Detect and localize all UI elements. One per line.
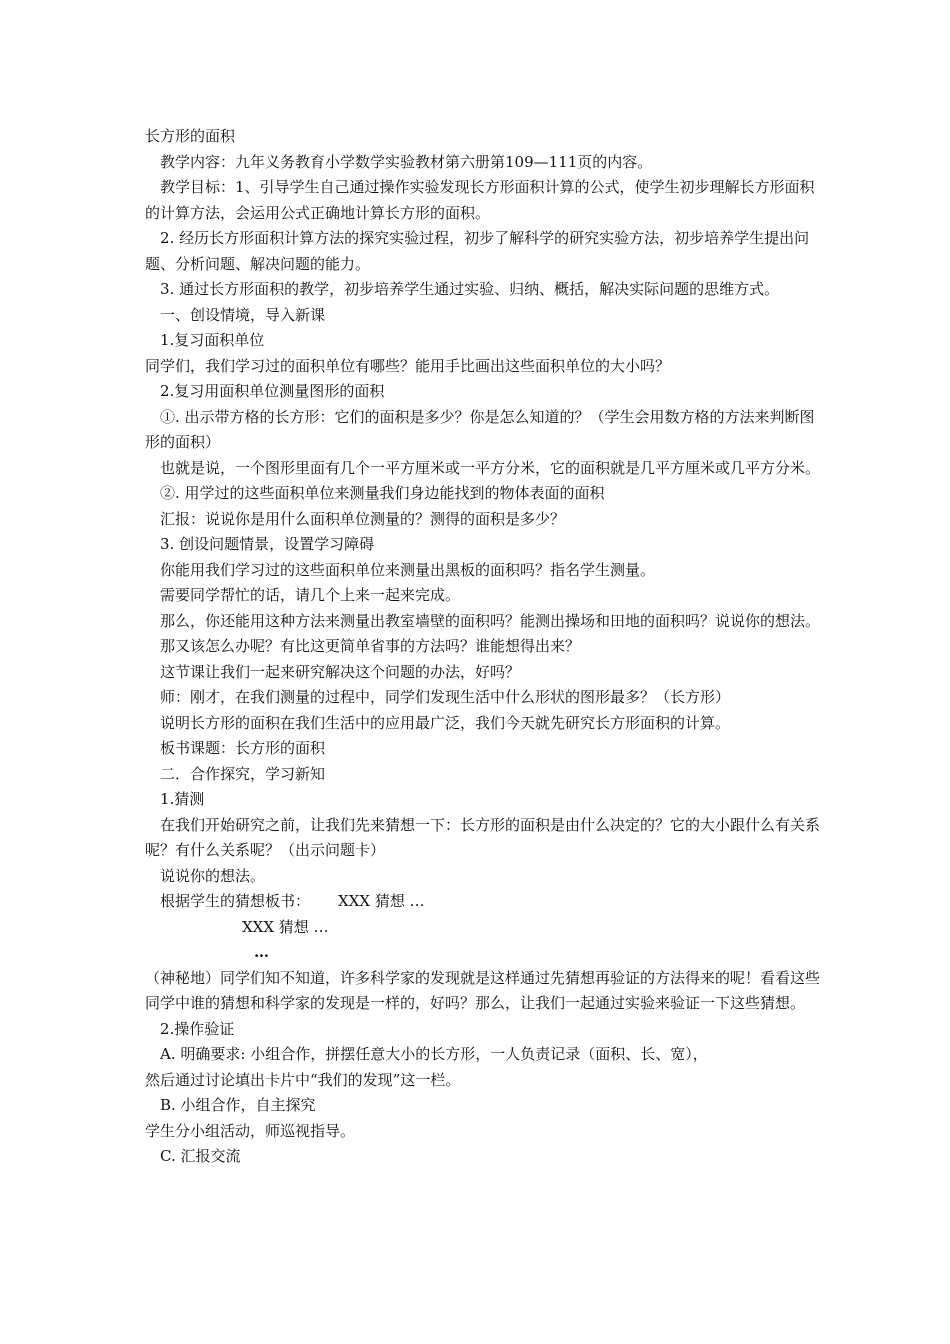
document-body-part2 [145,966,825,1170]
paragraph-s1_2: 2.复习用面积单位测量图形的面积 [160,382,385,400]
paragraph-s1_3a: 你能用我们学习过的这些面积单位来测量出黑板的面积吗？指名学生测量。 [160,560,656,579]
paragraph-s1_2b: 也就是说，一个图形里面有几个一平方厘米或一平方分米，它的面积就是几平方厘米或几平方分米。 [160,458,821,477]
guess-line-1 [145,889,825,915]
guess-line-3: … [254,943,269,961]
paragraph-s1_3f: 师：刚才，在我们测量的过程中，同学们发现生活中什么形状的图形最多？（长方形） [160,688,731,706]
paragraph-sec2: 二．合作探究，学习新知 [160,764,326,783]
paragraph-s2_1c: （神秘地）同学们知不知道，许多科学家的发现就是这样通过先猜想再验证的方法得来的呢！看看这些同学中谁的猜想和科学家的发现是一样的，好吗？那么，让我们一起通过实验来验证一下这些猜想。 [145,968,821,1012]
paragraph-s2_2: 2.操作验证 [160,1019,235,1038]
paragraph-goal1: 教学目标：1、引导学生自己通过操作实验发现长方形面积计算的公式，使学生初步理解长方形面积的计算方法，会运用公式正确地计算长方形的面积。 [145,178,815,222]
paragraph-s1_2c: ②. 用学过的这些面积单位来测量我们身边能找到的物体表面的面积 [160,484,605,502]
paragraph-sec1: 一、创设情境，导入新课 [160,305,326,324]
guess-prefix: 根据学生的猜想板书： [160,892,311,910]
paragraph-s2_2a2: 然后通过讨论填出卡片中“我们的发现”这一栏。 [145,1070,461,1089]
paragraph-s2_1a: 在我们开始研究之前，让我们先来猜想一下：长方形的面积是由什么决定的？它的大小跟什么有关系呢？有什么关系呢？（出示问题卡） [145,815,821,859]
paragraph-s2_2b: B. 小组合作，自主探究 [160,1096,316,1114]
paragraph-s2_1: 1.猜测 [160,790,205,808]
paragraph-s1_1q: 同学们，我们学习过的面积单位有哪些？能用手比画出这些面积单位的大小吗？ [145,356,671,375]
guess-line-2: XXX 猜想 … [242,917,329,936]
paragraph-s2_2a: A. 明确要求: 小组合作，拼摆任意大小的长方形，一人负责记录（面积、长、宽）， [160,1045,708,1063]
doc-title: 长方形的面积 [145,127,236,145]
paragraph-s1_3: 3. 创设问题情景，设置学习障碍 [160,535,375,553]
paragraph-s2_2c: C. 汇报交流 [160,1147,241,1165]
paragraph-s1_3h: 板书课题：长方形的面积 [160,739,326,757]
paragraph-s2_1b: 说说你的想法。 [160,866,266,885]
paragraph-goal3: 3. 通过长方形面积的教学，初步培养学生通过实验、归纳、概括，解决实际问题的思维方式。 [160,280,780,298]
paragraph-s1_2d: 汇报：说说你是用什么面积单位测量的？测得的面积是多少？ [160,509,566,528]
paragraph-s1_3g: 说明长方形的面积在我们生活中的应用最广泛，我们今天就先研究长方形面积的计算。 [160,713,731,732]
paragraph-s2_2b2: 学生分小组活动，师巡视指导。 [145,1121,356,1140]
paragraph-s1_2a: ①. 出示带方格的长方形：它们的面积是多少？你是怎么知道的？（学生会用数方格的方法来判断图形的面积） [145,407,815,451]
document-body-part1 [145,150,825,890]
paragraph-s1_3b: 需要同学帮忙的话，请几个上来一起来完成。 [160,586,461,604]
guess-item-1: XXX 猜想 … [338,892,425,910]
document-page [145,124,825,1170]
paragraph-goal2: 2. 经历长方形面积计算方法的探究实验过程，初步了解科学的研究实验方法，初步培养学生提出问题、分析问题、解决问题的能力。 [145,229,810,273]
paragraph-s1_3d: 那又该怎么办呢？有比这更简单省事的方法吗？谁能想得出来？ [160,637,581,655]
paragraph-s1_3c: 那么，你还能用这种方法来测量出教室墙壁的面积吗？能测出操场和田地的面积吗？说说你的想法。 [160,611,821,630]
paragraph-content: 教学内容：九年义务教育小学数学实验教材第六册第109—111页的内容。 [160,152,653,171]
paragraph-s1_1: 1.复习面积单位 [160,331,265,349]
paragraph-s1_3e: 这节课让我们一起来研究解决这个问题的办法，好吗？ [160,662,521,681]
